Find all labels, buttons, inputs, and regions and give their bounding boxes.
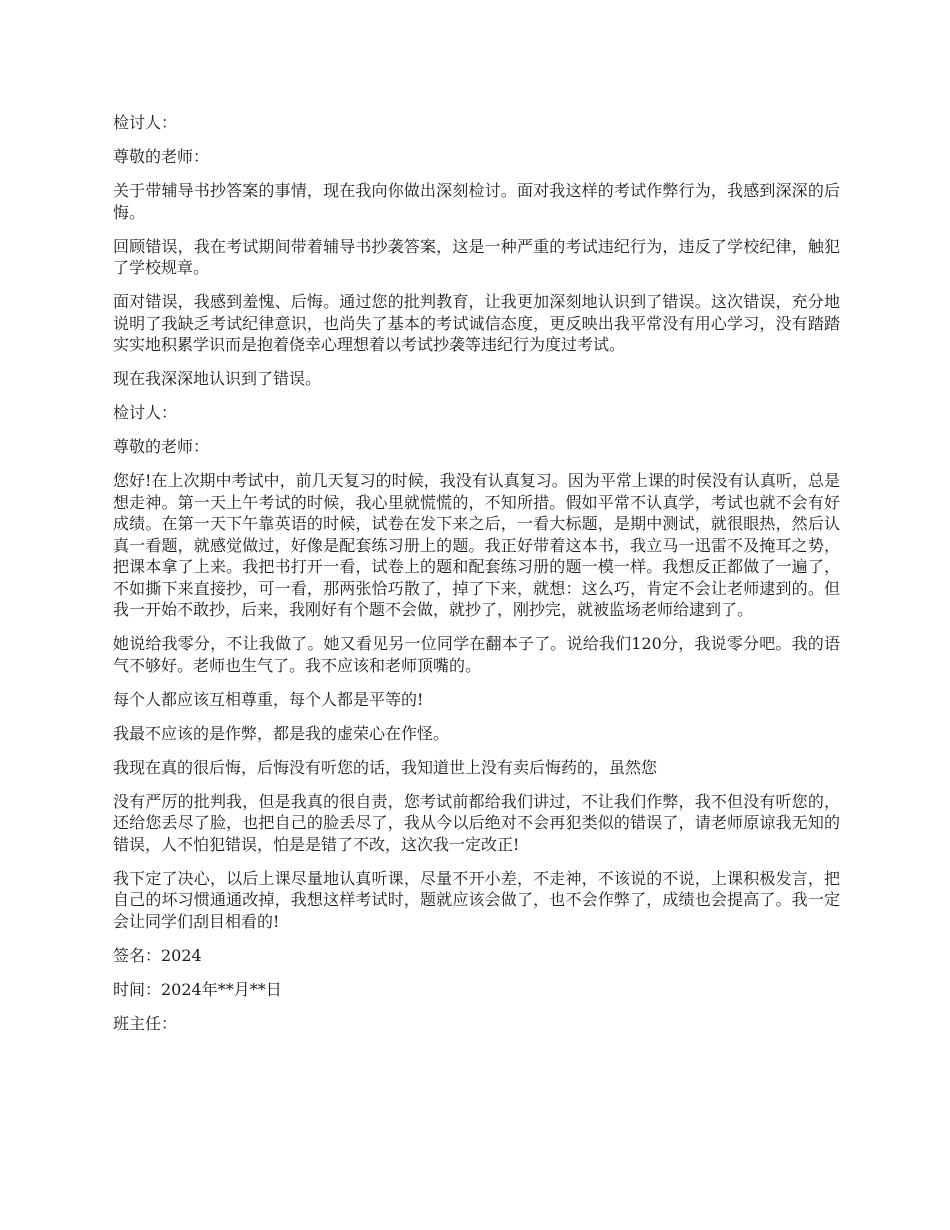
paragraph-realization: 现在我深深地认识到了错误。 — [113, 369, 322, 388]
salutation-1: 尊敬的老师： — [113, 147, 210, 166]
paragraph-resolution: 我下定了决心，以后上课尽量地认真听课，尽量不开小差，不走神，不该说的不说，上课积极发言，把自己的坏习惯通通改掉，我想这样考试时，题就应该会做了，也不会作弊了，成绩也会提高了。我一定会让同学们刮目相看的! — [113, 868, 840, 931]
paragraph-self-blame: 没有严厉的批判我，但是我真的很自责，您考试前都给我们讲过，不让我们作弊，我不但没有听您的，还给您丢尽了脸，也把自己的脸丢尽了，我从今以后绝对不会再犯类似的错误了，请老师原谅我无知的错误，人不怕犯错误，怕是是错了不改，这次我一定改正! — [113, 791, 840, 854]
salutation-2: 尊敬的老师： — [113, 437, 210, 456]
paragraph-teacher-response: 她说给我零分，不让我做了。她又看见另一位同学在翻本子了。说给我们120分，我说零分吧。我的语气不够好。老师也生气了。我不应该和老师顶嘴的。 — [113, 634, 840, 675]
reviewer-label-2: 检讨人： — [113, 403, 178, 422]
reviewer-label-1: 检讨人： — [113, 113, 178, 132]
paragraph-regret: 我现在真的很后悔，后悔没有听您的话，我知道世上没有卖后悔药的，虽然您 — [113, 757, 658, 777]
paragraph-exam-story: 您好!在上次期中考试中，前几天复习的时候，我没有认真复习。因为平常上课的时侯没有认真听，总是想走神。第一天上午考试的时候，我心里就慌慌的，不知所措。假如平常不认真学，考试也就不会有好成绩。在第一天下午靠英语的时候，试卷在发下来之后，一看大标题，是期中测试，就很眼热，然后认真一看题，就感觉做过，好像是配套练习册上的题。我正好带着这本书，我立马一迅雷不及掩耳之势，把课本拿了上来。我把书打开一看，试卷上的题和配套练习册的题一模一样。我想反正都做了一遍了，不如撕下来直接抄，可一看，那两张恰巧散了，掉了下来，就想：这么巧，肯定不会让老师逮到的。但我一开始不敢抄，后来，我刚好有个题不会做，就抄了，刚抄完，就被监场老师给逮到了。 — [113, 471, 840, 619]
paragraph-reflection: 面对错误，我感到羞愧、后悔。通过您的批判教育，让我更加深刻地认识到了错误。这次错误，充分地说明了我缺乏考试纪律意识，也尚失了基本的考试诚信态度，更反映出我平常没有用心学习，没有踏踏实实地积累学识而是抱着侥幸心理想着以考试抄袭等违纪行为度过考试。 — [113, 292, 840, 354]
signature-line: 签名：2024 — [113, 945, 202, 965]
paragraph-respect: 每个人都应该互相尊重，每个人都是平等的! — [113, 689, 424, 709]
paragraph-intro: 关于带辅导书抄答案的事情，现在我向你做出深刻检讨。面对我这样的考试作弊行为，我感到深深的后悔。 — [113, 181, 840, 222]
date-line: 时间：2024年**月**日 — [113, 979, 282, 999]
paragraph-review: 回顾错误，我在考试期间带着辅导书抄袭答案，这是一种严重的考试违纪行为，违反了学校纪律，触犯了学校规章。 — [113, 236, 840, 277]
paragraph-vanity: 我最不应该的是作弊，都是我的虚荣心在作怪。 — [113, 723, 450, 743]
head-teacher-line: 班主任： — [113, 1013, 178, 1033]
